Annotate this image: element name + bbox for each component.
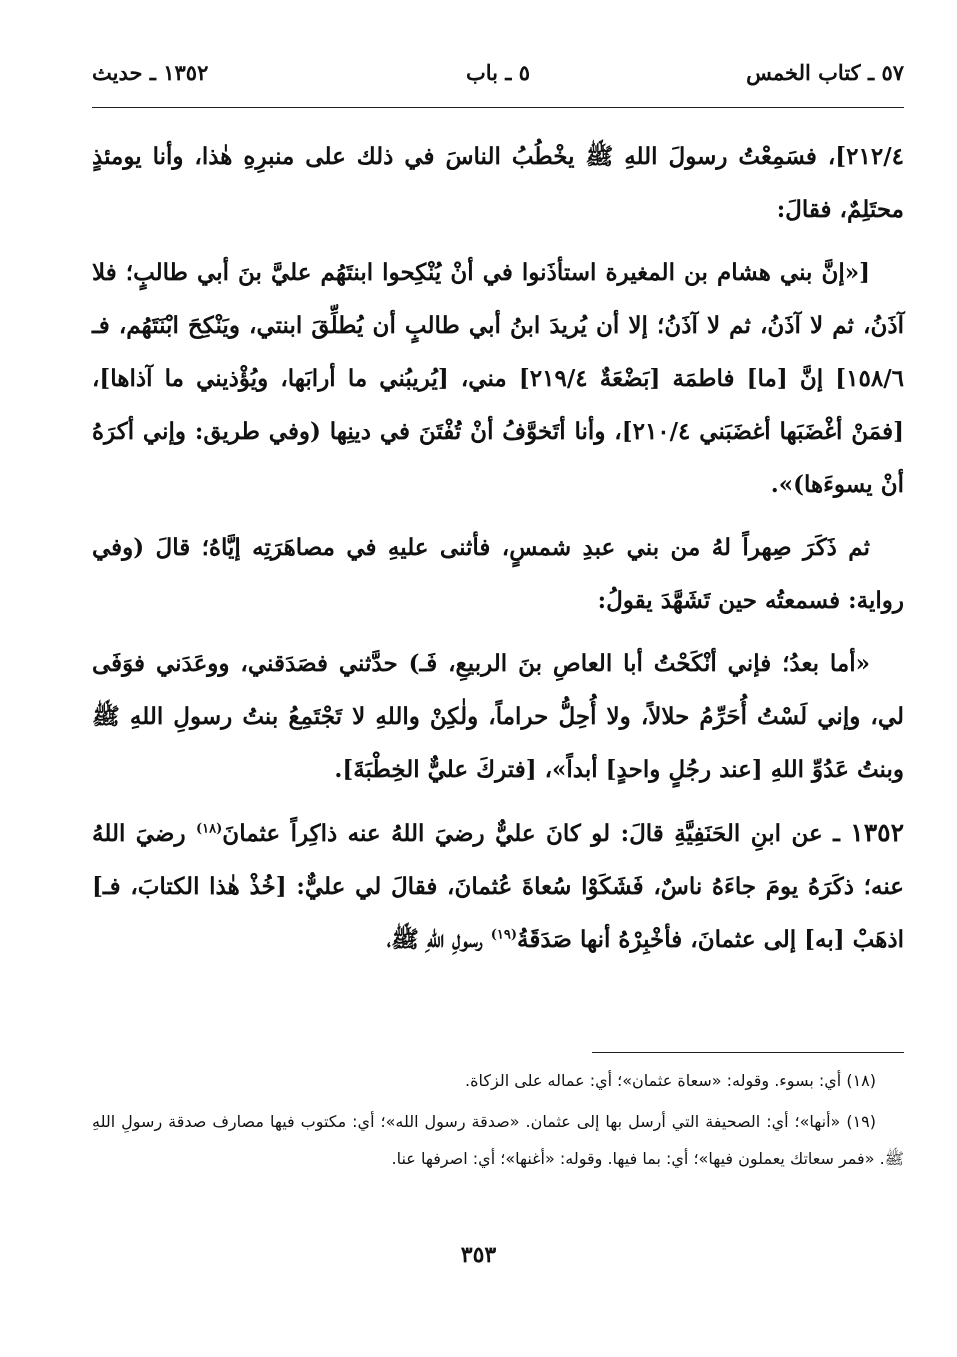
page-number: ٣٥٣ (460, 1242, 497, 1268)
paragraph-5-part-b: رضيَ اللهُ عنه؛ ذكَرَهُ يومَ جاءَهُ ناسٌ، فَشَكَوْا سُعاةَ عُثمانَ، فقالَ لي عليٌّ: [خُذْ هٰذا الكتابَ، فـ] اذهَبْ [به] إلى عثمانَ، فأخْبِرْهُ أنها صَدَقَةُ (92, 820, 904, 953)
footnote-ref-18[interactable]: (١٨) (196, 821, 223, 837)
header-divider (92, 107, 904, 108)
header-chapter: ٥ ـ باب (465, 60, 531, 85)
paragraph-5 (92, 806, 904, 966)
header-book-title: ٥٧ ـ كتاب الخمس (746, 60, 904, 85)
paragraph-2: [«إنَّ بني هشام بن المغيرة استأذَنوا في أنْ يُنْكِحوا ابنتَهُم عليَّ بنَ أبي طالبٍ؛ فلا آذَنُ، ثم لا آذَنُ، ثم لا آذَنُ؛ إلا أن يُريدَ ابنُ أبي طالبٍ أن يُطلِّقَ ابنتي، ويَنْكِحَ ابْنَتَهُم، فـ ١٥٨/٦] إنَّ [ما] فاطمَة [بَضْعَةٌ ٢١٩/٤] مني، [يُريبُني ما أرابَها، ويُؤْذيني ما آذاها]، [فمَنْ أغْضَبَها أغضَبَني ٢١٠/٤]، وأنا أتَخوَّفُ أنْ تُفْتَنَ في دينِها (وفي طريق: وإني أكرَهُ أنْ يسوءَها)». (92, 259, 904, 498)
footnote-18: (١٨) أي: بسوء. وقوله: «سعاة عثمان»؛ أي: عماله على الزكاة. (465, 1071, 876, 1090)
paragraph-4: «أما بعدُ؛ فإني أنْكَحْتُ أبا العاصِ بنَ الربيعِ، فَـ) حدَّثني فصَدَقني، ووعَدَني فوَفَى لي، وإني لَسْتُ أُحَرِّمُ حلالاً، ولا أُحِلُّ حراماً، ولٰكِنْ واللهِ لا تَجْتَمِعُ بنتُ رسولِ اللهِ ﷺ وبنتُ عَدُوِّ اللهِ [عند رجُلٍ واحدٍ] أبداً»، [فتركَ عليٌّ الخِطْبَةَ]. (92, 650, 904, 783)
footnote-19: (١٩) «أنها»؛ أي: الصحيفة التي أرسل بها إلى عثمان. «صدقة رسول الله»؛ أي: مكتوب فيها مصارف صدقة رسولِ اللهِ ﷺ. «فمر سعاتك يعملون فيها»؛ أي: بما فيها. وقوله: «أغنها»؛ أي: اصرفها عنا. (92, 1112, 904, 1168)
paragraph-3: ثم ذَكَرَ صِهراً لهُ من بني عبدِ شمسٍ، فأثنى عليهِ في مصاهَرَتِه إيَّاهُ؛ قالَ (وفي رواية: فسمعتُه حين تَشَهَّدَ يقولُ: (92, 534, 904, 614)
footnotes (92, 1062, 904, 1181)
footnote-divider (592, 1052, 904, 1053)
paragraph-1: ٢١٢/٤]، فسَمِعْتُ رسولَ اللهِ ﷺ يخْطُبُ الناسَ في ذلك على منبرِهِ هٰذا، وأنا يومئذٍ محتَلِمٌ، فقالَ: (92, 143, 904, 223)
header-hadith-number: ١٣٥٢ ـ حديث (92, 60, 209, 85)
hadith-number: ١٣٥٢ (850, 818, 904, 847)
paragraph-5-part-c: رسولِ اللهِ ﷺ، (386, 926, 483, 953)
running-header (92, 60, 904, 96)
footnote-ref-19[interactable]: (١٩) (490, 927, 518, 943)
main-text (92, 130, 904, 976)
paragraph-5-part-a: ـ عن ابنِ الحَنَفِيَّةِ قالَ: لو كانَ عليٌّ رضيَ اللهُ عنه ذاكِراً عثمانَ (222, 820, 840, 847)
